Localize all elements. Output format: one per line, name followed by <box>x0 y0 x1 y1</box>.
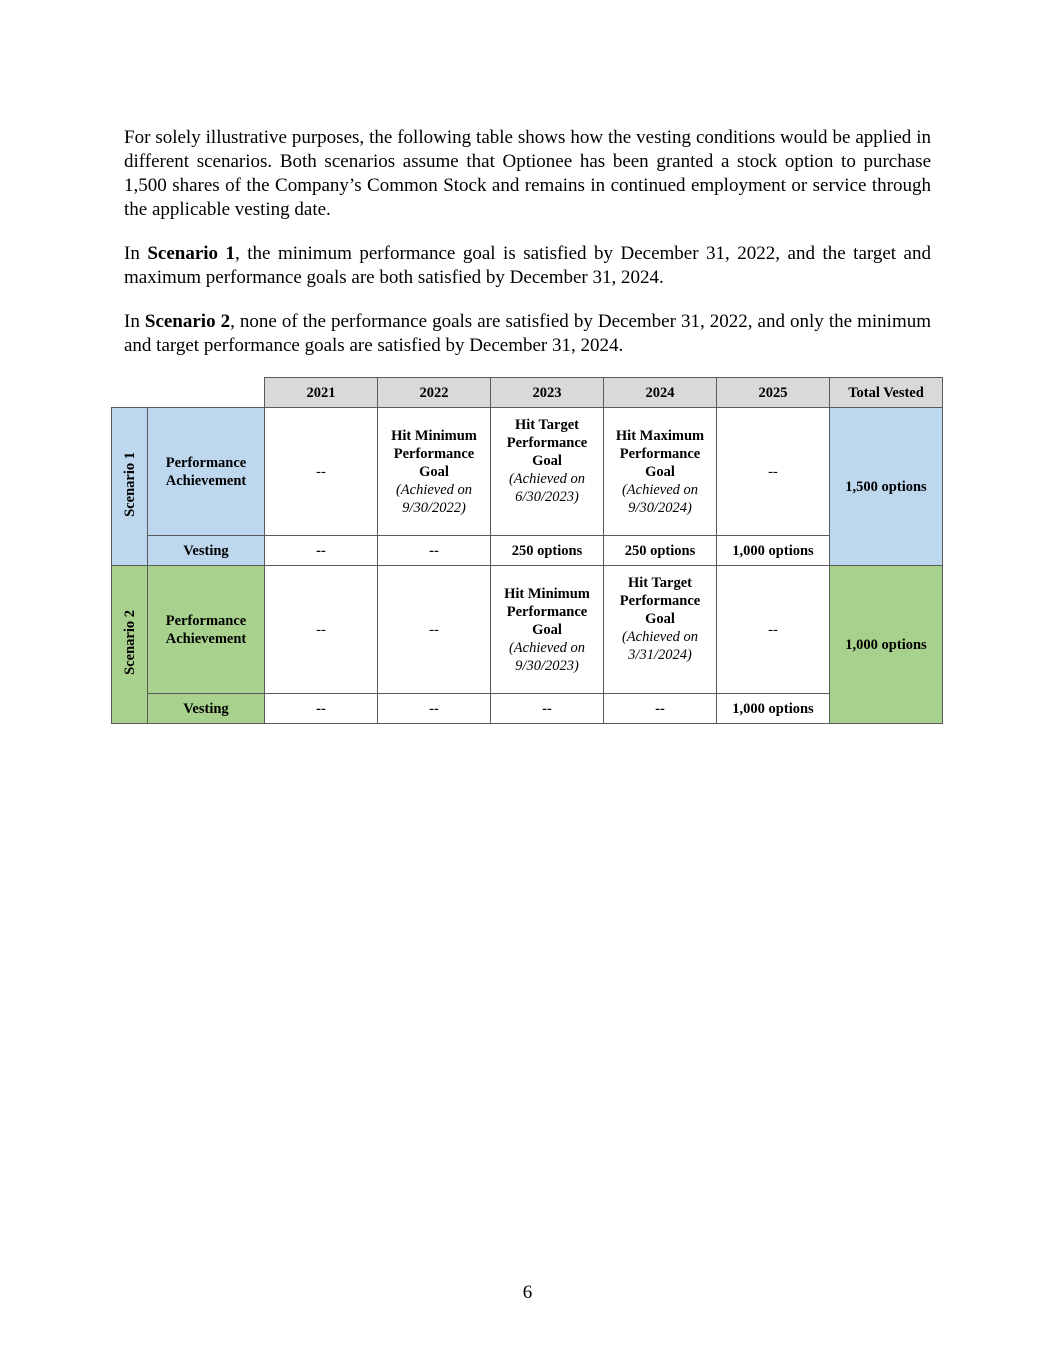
s1-perf-2025-main: -- <box>768 463 778 480</box>
scenario-1-prefix: In <box>124 243 148 264</box>
s1-perf-2024-note: (Achieved on 9/30/2024) <box>621 481 699 516</box>
scenario-2-vesting-label: Vesting <box>148 694 265 724</box>
s2-perf-2021-main: -- <box>316 621 326 638</box>
s1-perf-2022 <box>378 408 491 536</box>
s1-perf-2021 <box>265 408 378 536</box>
header-2024: 2024 <box>604 378 717 408</box>
header-2021: 2021 <box>265 378 378 408</box>
s2-vest-2025: 1,000 options <box>717 694 830 724</box>
scenario-2-vesting-row <box>112 694 943 724</box>
s1-total: 1,500 options <box>830 408 943 566</box>
blank-corner <box>112 378 265 408</box>
scenario-2-rest: , none of the performance goals are satisfied by December 31, 2022, and only the minimum and target performance goals are satisfied by December 31, 2024. <box>124 311 931 356</box>
scenario-1-paragraph <box>124 242 931 290</box>
s2-perf-2024-main: Hit Target Performance Goal <box>619 575 701 627</box>
page-number: 6 <box>522 1282 533 1303</box>
scenario-1-perf-label: Performance Achievement <box>148 408 265 536</box>
s1-perf-2023 <box>491 408 604 536</box>
s1-perf-2021-main: -- <box>316 463 326 480</box>
scenario-2-label: Scenario 2 <box>121 609 138 675</box>
s2-perf-2022-main: -- <box>429 621 439 638</box>
header-2023: 2023 <box>491 378 604 408</box>
scenario-2-paragraph <box>124 310 931 358</box>
s2-perf-2023 <box>491 566 604 694</box>
s1-vest-2022: -- <box>378 536 491 566</box>
s2-vest-2023: -- <box>491 694 604 724</box>
s1-perf-2024 <box>604 408 717 536</box>
scenario-2-performance-row <box>112 566 943 694</box>
s1-perf-2023-main: Hit Target Performance Goal <box>506 417 588 469</box>
s1-perf-2023-note: (Achieved on 6/30/2023) <box>508 471 586 505</box>
scenario-2-label-cell <box>112 566 148 724</box>
scenario-2-prefix: In <box>124 311 145 332</box>
s2-vest-2024: -- <box>604 694 717 724</box>
scenario-1-label-cell <box>112 408 148 566</box>
header-total-vested: Total Vested <box>830 378 943 408</box>
s2-perf-2025-main: -- <box>768 621 778 638</box>
s1-perf-2022-main: Hit Minimum Performance Goal <box>391 427 477 480</box>
s1-vest-2023: 250 options <box>491 536 604 566</box>
s2-perf-2021 <box>265 566 378 694</box>
scenario-1-performance-row <box>112 408 943 536</box>
s1-vest-2025: 1,000 options <box>717 536 830 566</box>
s2-perf-2025 <box>717 566 830 694</box>
s2-perf-2022 <box>378 566 491 694</box>
intro-paragraph: For solely illustrative purposes, the following table shows how the vesting conditions would be applied in different scenarios. Both scenarios assume that Optionee has been granted a stock option to purchase 1,500 shares of the Company’s Common Stock and remains in continued employment or service through the applicable vesting date. <box>124 127 931 220</box>
s1-perf-2022-note: (Achieved on 9/30/2022) <box>395 481 473 516</box>
s2-perf-2023-note: (Achieved on 9/30/2023) <box>508 639 586 674</box>
scenario-2-bold: Scenario 2 <box>144 311 231 332</box>
s2-perf-2024-note: (Achieved on 3/31/2024) <box>621 629 699 663</box>
vesting-table <box>111 377 943 724</box>
scenario-1-vesting-row <box>112 536 943 566</box>
s1-vest-2024: 250 options <box>604 536 717 566</box>
s2-total: 1,000 options <box>830 566 943 724</box>
s1-perf-2025 <box>717 408 830 536</box>
s2-vest-2022: -- <box>378 694 491 724</box>
s1-vest-2021: -- <box>265 536 378 566</box>
scenario-1-bold: Scenario 1 <box>147 243 236 264</box>
s2-vest-2021: -- <box>265 694 378 724</box>
header-2022: 2022 <box>378 378 491 408</box>
scenario-1-label: Scenario 1 <box>121 451 138 517</box>
scenario-1-rest: , the minimum performance goal is satisfied by December 31, 2022, and the target and maximum performance goals are both satisfied by December 31, 2024. <box>124 243 931 288</box>
s2-perf-2024 <box>604 566 717 694</box>
s2-perf-2023-main: Hit Minimum Performance Goal <box>504 585 590 638</box>
s1-perf-2024-main: Hit Maximum Performance Goal <box>615 427 705 480</box>
header-2025: 2025 <box>717 378 830 408</box>
header-row <box>112 378 943 408</box>
scenario-2-perf-label: Performance Achievement <box>148 566 265 694</box>
scenario-1-vesting-label: Vesting <box>148 536 265 566</box>
